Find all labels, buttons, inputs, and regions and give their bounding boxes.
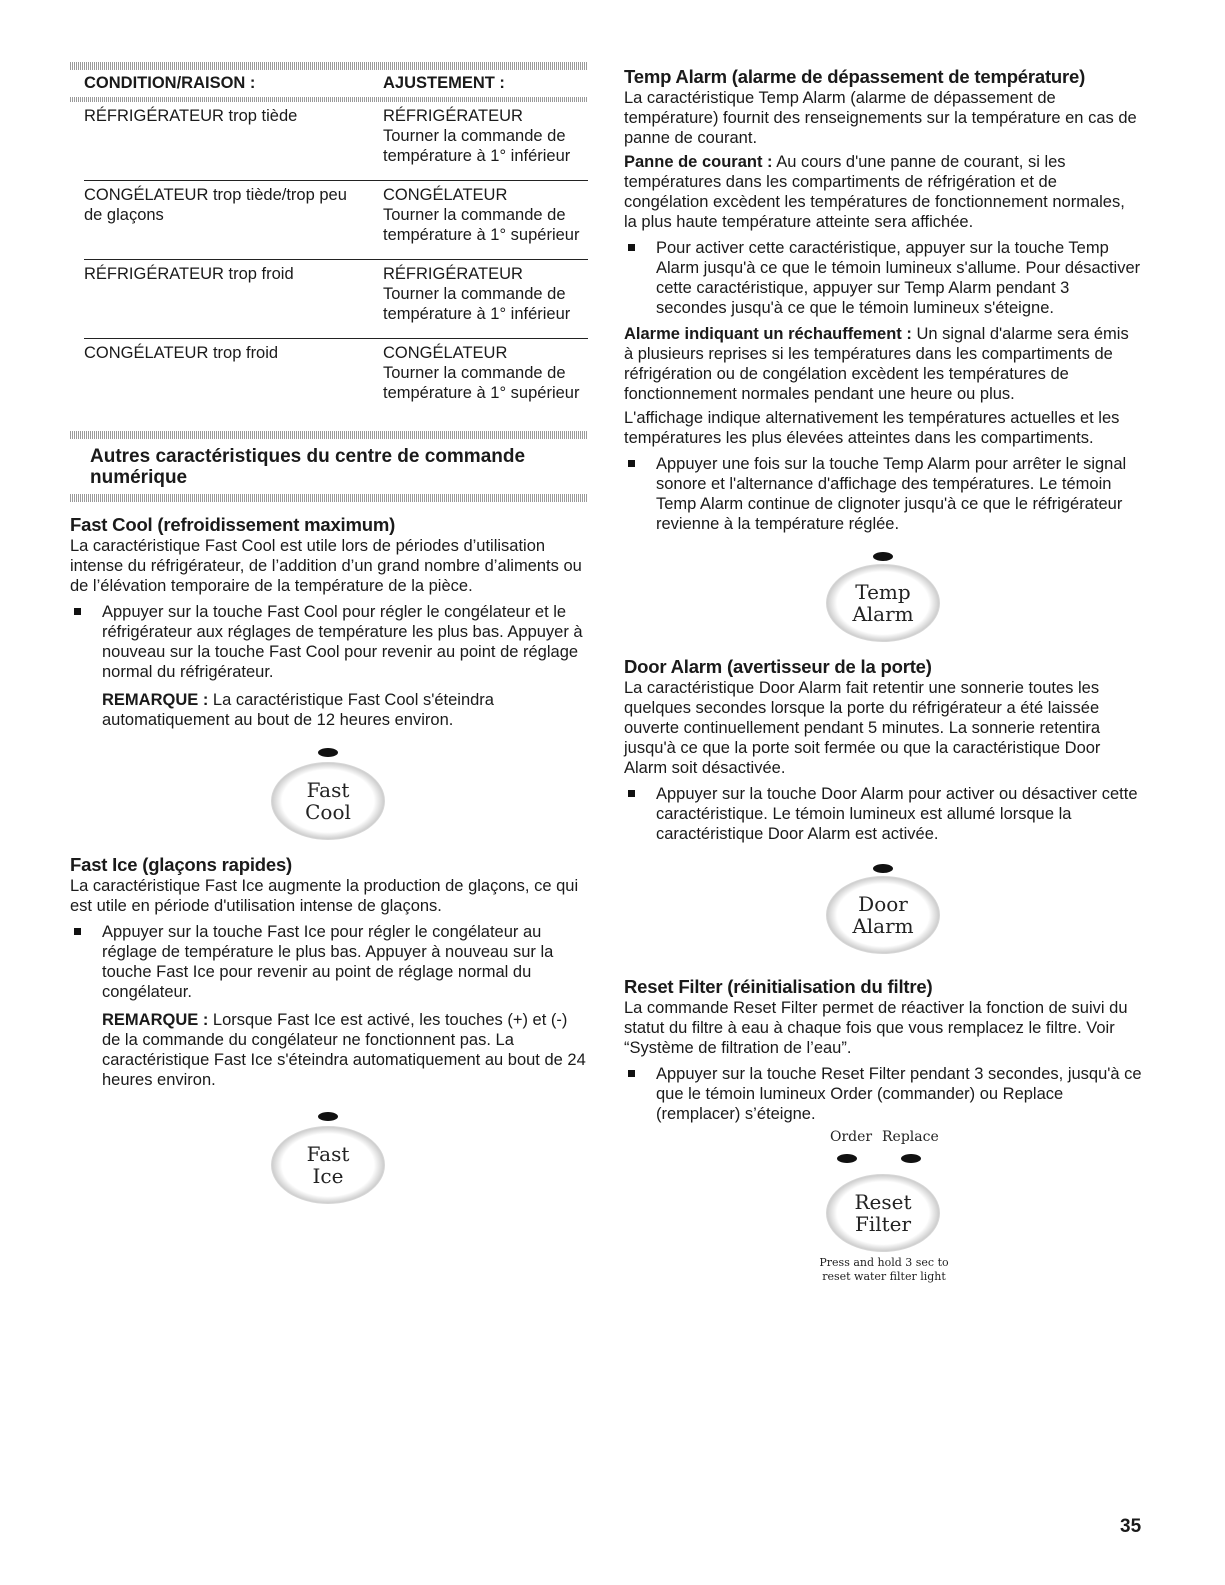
right-column bbox=[624, 66, 1142, 1294]
row-adjustment bbox=[383, 343, 583, 403]
adjustment-title: CONGÉLATEUR bbox=[383, 186, 508, 204]
row-condition: CONGÉLATEUR trop froid bbox=[84, 344, 279, 362]
fast-cool-button-figure bbox=[70, 730, 588, 848]
fast-ice-intro: La caractéristique Fast Ice augmente la production de glaçons, ce qui est utile en période d'utilisation intense de glaçons. bbox=[70, 877, 579, 915]
bullet-square-icon bbox=[74, 928, 81, 935]
note-text: Lorsque Fast Ice est activé, les touches (+) et (-) de la commande du congélateur ne fonctionnent pas. La caractéristique Fast Ice s'éteindra automatiquement au bout de 24 heures environ. bbox=[102, 1011, 586, 1089]
indicator-dot-icon bbox=[873, 864, 893, 873]
fast-cool-heading: Fast Cool (refroidissement maximum) bbox=[70, 514, 396, 535]
order-indicator-icon bbox=[837, 1154, 857, 1163]
adjustment-text: Tourner la commande de température à 1° inférieur bbox=[383, 127, 571, 165]
reset-filter-bullet bbox=[624, 1064, 1142, 1124]
header-condition: CONDITION/RAISON : bbox=[84, 74, 256, 92]
reset-filter-button[interactable] bbox=[826, 1174, 940, 1252]
warm-label: Alarme indiquant un réchauffement : bbox=[624, 325, 912, 343]
table-header bbox=[70, 70, 588, 97]
row-adjustment bbox=[383, 264, 583, 324]
power-label: Panne de courant : bbox=[624, 153, 773, 171]
adjustment-title: RÉFRIGÉRATEUR bbox=[383, 107, 523, 125]
fast-ice-bullet bbox=[70, 922, 588, 1002]
adjustment-title: CONGÉLATEUR bbox=[383, 344, 508, 362]
left-column bbox=[70, 62, 588, 1210]
fast-cool-button[interactable] bbox=[271, 762, 385, 840]
table-row bbox=[70, 102, 588, 180]
section-top-rule bbox=[70, 431, 588, 439]
table-top-rule bbox=[70, 62, 588, 70]
temp-alarm-bullet-2 bbox=[624, 454, 1142, 534]
section-header-box bbox=[70, 431, 588, 502]
table-row bbox=[70, 339, 588, 417]
door-alarm-button[interactable] bbox=[826, 876, 940, 954]
note-text: La caractéristique Fast Cool s'éteindra automatiquement au bout de 12 heures environ. bbox=[102, 691, 494, 729]
adjustment-text: Tourner la commande de température à 1° supérieur bbox=[383, 206, 580, 244]
bullet-square-icon bbox=[628, 1070, 635, 1077]
button-line: Filter bbox=[854, 1212, 912, 1236]
replace-label: Replace bbox=[882, 1129, 939, 1145]
button-line: Reset bbox=[854, 1190, 912, 1214]
adjustment-text: Tourner la commande de température à 1° inférieur bbox=[383, 285, 571, 323]
bullet-square-icon bbox=[628, 460, 635, 467]
section-bottom-rule bbox=[70, 494, 588, 502]
bullet-square-icon bbox=[628, 244, 635, 251]
fast-ice-note bbox=[70, 1010, 588, 1090]
bullet-square-icon bbox=[74, 608, 81, 615]
reset-filter-intro: La commande Reset Filter permet de réactiver la fonction de suivi du statut du filtre à eau à chaque fois que vous remplacez le filtre. Voir “Système de filtration de l’eau”. bbox=[624, 999, 1128, 1057]
caption-line: Press and hold 3 sec to bbox=[819, 1256, 949, 1269]
indicator-dot-icon bbox=[873, 552, 893, 561]
table-row bbox=[70, 181, 588, 259]
row-condition: RÉFRIGÉRATEUR trop tiède bbox=[84, 107, 298, 125]
temp-alarm-bullet-1-text: Pour activer cette caractéristique, appuyer sur la touche Temp Alarm jusqu'à ce que le témoin lumineux s'allume. Pour désactiver cette caractéristique, appuyer sur Temp Alarm pendant 3 secondes jusqu'à ce que le témoin lumineux s'éteigne. bbox=[656, 239, 1141, 317]
door-alarm-bullet bbox=[624, 784, 1142, 844]
temp-alarm-bullet-2-text: Appuyer une fois sur la touche Temp Alarm pour arrêter le signal sonore et l'alternance d'affichage des températures. Le témoin Temp Alarm continue de clignoter jusqu'à ce que le réfrigérateur revienne à la température réglée. bbox=[656, 455, 1127, 533]
door-alarm-button-figure bbox=[624, 844, 1142, 960]
door-alarm-bullet-text: Appuyer sur la touche Door Alarm pour activer ou désactiver cette caractéristique. Le témoin lumineux est allumé lorsque la caractéristique Door Alarm est activée. bbox=[656, 785, 1138, 843]
indicator-dot-icon bbox=[318, 748, 338, 757]
reset-filter-caption bbox=[784, 1256, 984, 1284]
door-alarm-intro: La caractéristique Door Alarm fait retentir une sonnerie toutes les quelques secondes lorsque la porte du réfrigérateur a été laissée ouverte continuellement pendant 5 minutes. La sonnerie retentira jusqu'à ce que la porte soit fermée ou que la caractéristique Door Alarm soit désactivée. bbox=[624, 679, 1101, 777]
row-adjustment bbox=[383, 106, 583, 166]
adjustment-title: RÉFRIGÉRATEUR bbox=[383, 265, 523, 283]
replace-indicator-icon bbox=[901, 1154, 921, 1163]
fast-ice-button[interactable] bbox=[271, 1126, 385, 1204]
fast-cool-intro: La caractéristique Fast Cool est utile lors de périodes d’utilisation intense du réfrigérateur, de l’addition d’un grand nombre d’aliments ou de l’élévation temporaire de la température de la pièce. bbox=[70, 537, 582, 595]
indicator-dot-icon bbox=[318, 1112, 338, 1121]
reset-filter-heading: Reset Filter (réinitialisation du filtre) bbox=[624, 976, 933, 997]
door-alarm-heading: Door Alarm (avertisseur de la porte) bbox=[624, 656, 932, 677]
fast-cool-bullet-text: Appuyer sur la touche Fast Cool pour régler le congélateur et le réfrigérateur aux réglages de température les plus bas. Appuyer à nouveau sur la touche Fast Cool pour revenir au point de réglage normal du réfrigérateur. bbox=[102, 603, 583, 681]
reset-filter-bullet-text: Appuyer sur la touche Reset Filter pendant 3 secondes, jusqu'à ce que le témoin lumineux Order (commander) ou Replace (remplacer) s’éteigne. bbox=[656, 1065, 1142, 1123]
row-condition: CONGÉLATEUR trop tiède/trop peu de glaçons bbox=[84, 186, 347, 224]
button-line: Cool bbox=[305, 800, 351, 824]
page-number: 35 bbox=[1120, 1516, 1142, 1537]
button-line: Temp bbox=[855, 580, 911, 604]
button-line: Alarm bbox=[852, 602, 914, 626]
button-line: Ice bbox=[312, 1164, 344, 1188]
adjustment-text: Tourner la commande de température à 1° supérieur bbox=[383, 364, 580, 402]
row-condition: RÉFRIGÉRATEUR trop froid bbox=[84, 265, 294, 283]
fast-ice-heading: Fast Ice (glaçons rapides) bbox=[70, 854, 293, 875]
button-line: Door bbox=[858, 892, 908, 916]
temp-alarm-heading: Temp Alarm (alarme de dépassement de température) bbox=[624, 66, 1086, 87]
temp-alarm-button-figure bbox=[624, 534, 1142, 644]
header-adjustment: AJUSTEMENT : bbox=[383, 74, 505, 92]
fast-cool-note bbox=[70, 690, 588, 730]
fast-cool-bullet bbox=[70, 602, 588, 682]
warm-text: Un signal d'alarme sera émis à plusieurs reprises si les températures dans les compartiments de réfrigération ou de congélation excèdent les températures de fonctionnement normales pendant une heure ou plus. bbox=[624, 325, 1129, 403]
fast-ice-button-figure bbox=[70, 1090, 588, 1210]
note-label: REMARQUE : bbox=[102, 1011, 209, 1029]
fast-ice-bullet-text: Appuyer sur la touche Fast Ice pour régler le congélateur au réglage de température le plus bas. Appuyer à nouveau sur la touche Fast Ice pour revenir au point de réglage normal du congélateur. bbox=[102, 923, 554, 1001]
reset-filter-button-figure bbox=[624, 1124, 1142, 1294]
button-line: Alarm bbox=[852, 914, 914, 938]
section-title: Autres caractéristiques du centre de commande numérique bbox=[90, 446, 526, 488]
temp-alarm-button[interactable] bbox=[826, 564, 940, 642]
power-text: Au cours d'une panne de courant, si les températures dans les compartiments de réfrigération et de congélation excèdent les températures de fonctionnement normales, la plus haute température atteinte sera affichée. bbox=[624, 153, 1125, 231]
note-label: REMARQUE : bbox=[102, 691, 209, 709]
temp-alarm-bullet-1 bbox=[624, 238, 1142, 318]
row-adjustment bbox=[383, 185, 583, 245]
button-line: Fast bbox=[306, 1142, 350, 1166]
bullet-square-icon bbox=[628, 790, 635, 797]
temp-alarm-display-text: L'affichage indique alternativement les températures actuelles et les températures les plus élevées atteintes dans les compartiments. bbox=[624, 409, 1120, 447]
temp-alarm-intro: La caractéristique Temp Alarm (alarme de dépassement de température) fournit des renseignements sur la température en cas de panne de courant. bbox=[624, 89, 1137, 147]
button-line: Fast bbox=[306, 778, 350, 802]
order-label: Order bbox=[830, 1129, 873, 1145]
table-row bbox=[70, 260, 588, 338]
caption-line: reset water filter light bbox=[822, 1270, 946, 1283]
